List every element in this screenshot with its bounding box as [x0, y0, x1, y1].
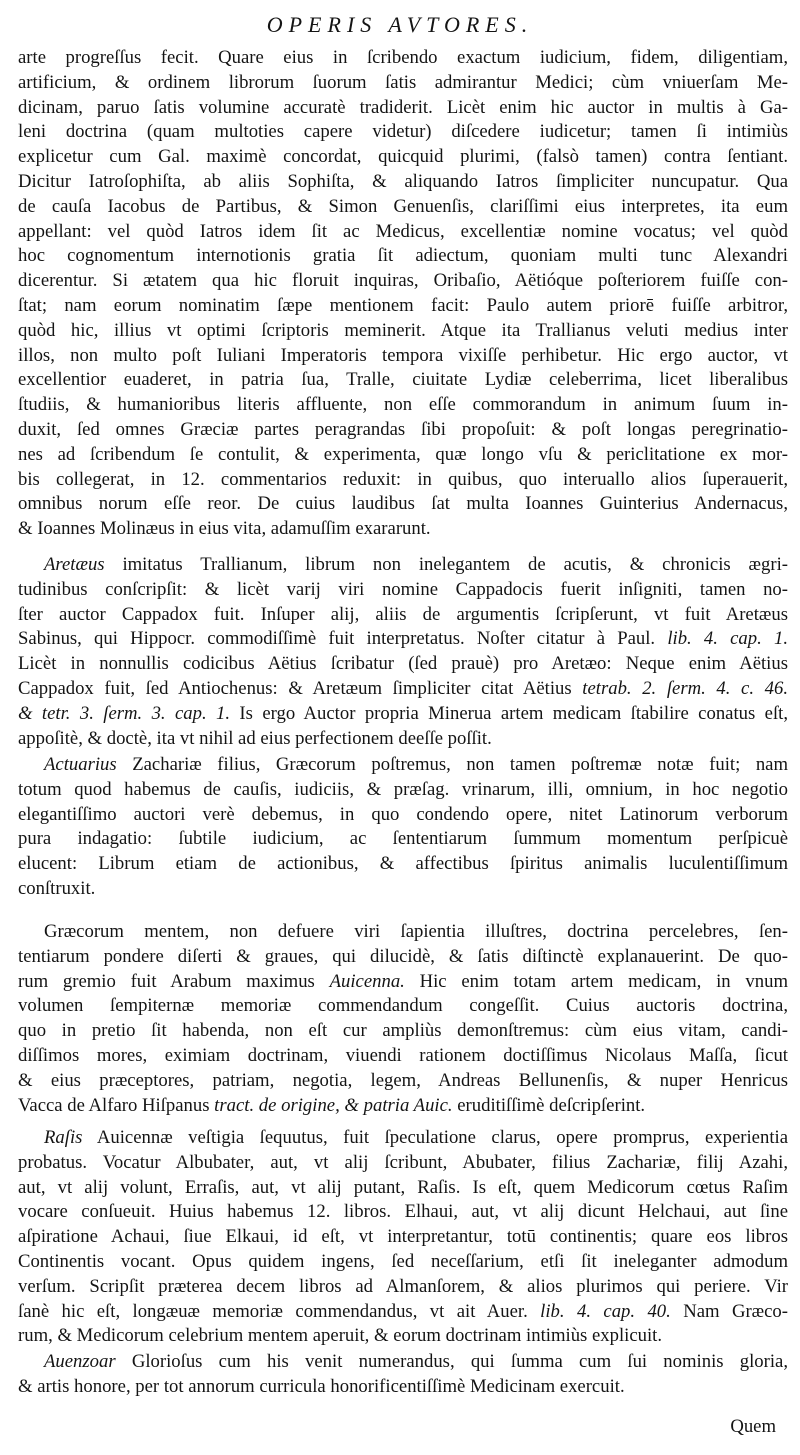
text-line	[18, 1275, 788, 1300]
text-run: appellant: vel quòd Iatros idem ſit ac Medicus, excellentiæ nomine vocatus; vel quòd	[18, 220, 788, 242]
text-run: & Ioannes Molinæus in eius vita, adamuſſim exararunt.	[18, 518, 431, 540]
text-run: pura indagatio: ſubtile iudicium, ac ſententiarum ſummum momentum perſpicuè	[18, 828, 788, 850]
text-line	[18, 1375, 788, 1400]
text-line	[18, 468, 788, 493]
text-run: ſter auctor Cappadox fuit. Inſuper alij, aliis de argumentis ſcripſerunt, vt fuit Aretæus	[18, 603, 788, 625]
paragraph-rasis	[18, 1126, 788, 1349]
text-run: quòd hic, illius vt optimi ſcriptoris meminerit. Atque ita Trallianus veluti medius inter	[18, 319, 788, 341]
text-run: de cauſa Iacobus de Partibus, & Simon Genuenſis, clariſſimi eius interpretes, ita eum	[18, 195, 788, 217]
italic-text: lib. 4. cap. 1.	[667, 628, 788, 650]
text-run: dicerentur. Si ætatem qua hic floruit inquiras, Oribaſio, Aëtióque poſteriorem fuiſſe con-	[18, 270, 788, 292]
text-run: volumen ſempiternæ memoriæ commendandum congeſſit. Cuius auctoris doctrina,	[18, 995, 788, 1017]
text-line	[18, 244, 788, 269]
text-line	[18, 170, 788, 195]
text-line	[18, 827, 788, 852]
text-run: hoc cognomentum internotionis gratia ſit adiectum, quoniam multi tunc Alexandri	[18, 245, 788, 267]
text-run: artificium, & ordinem librorum ſuorum ſatis admirantur Medici; cùm vniuerſam Me-	[18, 71, 788, 93]
text-line	[18, 71, 788, 96]
italic-text: Aretæus	[44, 554, 105, 575]
text-line	[18, 492, 788, 517]
text-line	[18, 1126, 788, 1151]
text-line	[18, 294, 788, 319]
italic-text: Auenzoar	[44, 1351, 116, 1372]
text-run: eruditiſſimè deſcripſerint.	[452, 1094, 646, 1116]
text-line	[18, 852, 788, 877]
text-run: aſpiratione Achaui, ſiue Elkaui, id eſt, vt interpretantur, totū continentis; quare eos libros	[18, 1226, 788, 1248]
italic-text: tract. de origine, & patria Auic.	[214, 1094, 453, 1116]
text-line	[18, 1176, 788, 1201]
text-run: Licèt in nonnullis codicibus Aëtius ſcribatur (ſed prauè) pro Aretæo: Neque enim Aëtius	[18, 653, 788, 675]
text-line	[18, 145, 788, 170]
text-line	[18, 1300, 788, 1325]
text-run: Hic enim totam artem medicam, in vnum	[404, 970, 788, 992]
text-line	[18, 920, 788, 945]
text-run: Zachariæ filius, Græcorum poſtremus, non tamen poſtremæ notæ fuit; nam	[116, 754, 788, 775]
running-head: OPERIS AVTORES.	[266, 12, 534, 37]
text-run: Nam Græco-	[670, 1300, 788, 1322]
text-line	[18, 393, 788, 418]
text-line	[18, 368, 788, 393]
text-run: & artis honore, per tot annorum curricula honorificentiſſimè Medicinam exercuit.	[18, 1375, 625, 1397]
paragraph-avenzoar	[18, 1350, 788, 1400]
text-run: excellentior euaderet, in patria ſua, Tralle, ciuitate Lydiæ celeberrima, licet liberalibus	[18, 369, 788, 391]
text-line	[18, 1324, 788, 1349]
text-line	[18, 778, 788, 803]
text-run: ſtudiis, & humanioribus literis affluente, non eſſe commorandum in animum ſuum in-	[18, 394, 788, 416]
text-line	[18, 877, 788, 902]
text-run: quo in pretio ſit habenda, non eſt cur ampliùs demonſtremus: cùm eius vitam, candi-	[18, 1020, 788, 1042]
paragraph-aretaeus	[18, 553, 788, 751]
text-run: imitatus Trallianum, librum non inelegantem de acutis, & chronicis ægri-	[104, 554, 788, 575]
paragraph-trallianus-cont	[18, 46, 788, 542]
text-run: Auicennæ veſtigia ſequutus, fuit ſpeculatione clarus, opere promprus, experientia	[82, 1127, 788, 1148]
text-line	[18, 553, 788, 578]
text-line	[18, 96, 788, 121]
text-line	[18, 319, 788, 344]
text-run: Dicitur Iatroſophiſta, ab aliis Sophiſta, & aliquando Iatros ſimpliciter nuncupatur. Qua	[18, 170, 788, 192]
italic-text: lib. 4. cap. 40.	[540, 1300, 671, 1322]
text-run: probatus. Vocatur Albubater, aut, vt alij ſcribunt, Abubater, filius Zachariæ, filij Azahi,	[18, 1151, 788, 1173]
text-run: ſtat; nam eorum nominatim ſæpe mentionem facit: Paulo autem priorē fuiſſe arbitror,	[18, 294, 788, 316]
text-run: elucent: Librum etiam de actionibus, & affectibus ſpiritus animalis luculentiſſimum	[18, 853, 788, 875]
text-run: tudinibus conſcripſit: & licèt varij viri nomine Cappadocis fuerit inſigniti, tamen no-	[18, 578, 788, 600]
text-run: dicinam, paruo ſatis volumine accuratè tradiderit. Licèt enim hic auctor in multis à Ga-	[18, 96, 788, 118]
text-run: Is ergo Auctor propria Minerua artem medicam ſtabilire conatus eſt,	[230, 702, 788, 724]
text-line	[18, 702, 788, 727]
italic-text: tetrab. 2. ſerm. 4. c. 46.	[582, 677, 788, 699]
text-line	[18, 1069, 788, 1094]
text-line	[18, 1250, 788, 1275]
text-line	[18, 195, 788, 220]
text-run: rum gremio fuit Arabum maximus	[18, 970, 330, 992]
text-line	[18, 517, 788, 542]
text-line	[18, 1094, 788, 1119]
text-run: arte progreſſus fecit. Quare eius in ſcribendo exactum iudicium, fidem, diligentiam,	[18, 47, 788, 68]
text-run: elegantiſſimo auctori verè debemus, in quo condendo opere, nitet Latinorum verborum	[18, 803, 788, 825]
text-run: ſanè hic eſt, longæuæ memoriæ commendandus, vt ait Auer.	[18, 1300, 541, 1322]
text-line	[18, 1151, 788, 1176]
text-run: duxit, ſed omnes Græciæ partes peragrandas ſibi propoſuit: & poſt longas peregrinatio-	[18, 418, 788, 440]
text-run: totum quod habemus de cauſis, iudiciis, & præſag. vrinarum, illi, omnium, in hoc negotio	[18, 778, 788, 800]
text-run: conſtruxit.	[18, 877, 96, 899]
text-run: Vacca de Alfaro Hiſpanus	[18, 1094, 215, 1116]
italic-text: Raſis	[44, 1127, 83, 1148]
paragraph-actuarius	[18, 753, 788, 902]
text-run: rum, & Medicorum celebrium mentem aperuit, & eorum doctrinam intimiùs explicuit.	[18, 1325, 663, 1347]
text-line	[18, 220, 788, 245]
text-run: Cappadox fuit, ſed Antiochenus: & Aretæum ſimpliciter citat Aëtius	[18, 677, 583, 699]
text-line	[18, 652, 788, 677]
text-run: & eius præceptores, patriam, negotia, legem, Andreas Bellunenſis, & nuper Henricus	[18, 1069, 788, 1091]
text-run: tentiarum pondere diſerti & graues, qui dilucidè, & ſatis diſtinctè explanauerint. De quo-	[18, 945, 788, 967]
text-line	[18, 1019, 788, 1044]
text-line	[18, 753, 788, 778]
text-line	[18, 443, 788, 468]
text-run: diſſimos mores, eximiam doctrinam, viuendi rationem doctiſſimus Nicolaus Maſſa, ſicut	[18, 1044, 788, 1066]
text-run: Continentis vocant. Opus quidem ingens, ſed neceſſarium, etſi ſit ineleganter admodum	[18, 1250, 788, 1272]
text-line	[18, 970, 788, 995]
text-run: appoſitè, & doctè, ita vt nihil ad eius perfectionem deeſſe poſſit.	[18, 727, 492, 749]
catchword: Quem	[730, 1416, 776, 1437]
text-run: aut, vt alij volunt, Erraſis, aut, vt alij putant, Raſis. Is eſt, quem Medicorum cœtus Raſim	[18, 1176, 788, 1198]
text-run: nes ad ſcribendum ſe contulit, & experimenta, quæ longo vſu & periclitatione ex mor-	[18, 443, 788, 465]
text-run: vocare conſueuit. Huius habemus 12. libros. Elhaui, aut, vt alij dicunt Helchaui, aut ſine	[18, 1201, 788, 1223]
italic-text: Auicenna.	[329, 970, 405, 992]
text-line	[18, 603, 788, 628]
text-run: bis collegerat, in 12. commentarios reduxit: in quibus, quo interuallo alios ſuperauerit,	[18, 468, 788, 490]
italic-text: & tetr. 3. ſerm. 3. cap. 1.	[18, 702, 231, 724]
text-line	[18, 269, 788, 294]
italic-text: Actuarius	[44, 754, 117, 775]
text-line	[18, 46, 788, 71]
text-run: explicetur cum Gal. maximè concordat, quicquid plurimi, (falsò tamen) contra ſentiant.	[18, 146, 788, 168]
text-line	[18, 1350, 788, 1375]
text-line	[18, 677, 788, 702]
text-line	[18, 727, 788, 752]
text-run: leni doctrina (quam multoties capere videtur) diſcedere iudicetur; tamen ſi intimiùs	[18, 121, 788, 143]
text-line	[18, 120, 788, 145]
text-line	[18, 344, 788, 369]
text-run: Sabinus, qui Hippocr. commodiſſimè fuit interpretatus. Noſter citatur à Paul.	[18, 628, 668, 650]
text-run: illos, non multo poſt Iuliani Imperatoris tempora vixiſſe perhibetur. Hic ergo auctor, vt	[18, 344, 788, 366]
text-run: omnibus norum eſſe reor. De cuius laudibus ſat multa Ioannes Guinterius Andernacus,	[18, 493, 788, 515]
text-line	[18, 627, 788, 652]
text-line	[18, 1200, 788, 1225]
text-run: Græcorum mentem, non defuere viri ſapientia illuſtres, doctrina percelebres, ſen-	[44, 921, 788, 942]
text-run: Glorioſus cum his venit numerandus, qui ſumma cum ſui nominis gloria,	[115, 1351, 788, 1372]
paragraph-avicenna	[18, 920, 788, 1118]
text-line	[18, 578, 788, 603]
text-line	[18, 994, 788, 1019]
text-line	[18, 1044, 788, 1069]
text-line	[18, 945, 788, 970]
text-line	[18, 418, 788, 443]
text-line	[18, 803, 788, 828]
text-run: verſum. Scripſit præterea decem libros ad Almanſorem, & alios plurimos qui periere. Vir	[18, 1275, 788, 1297]
text-line	[18, 1225, 788, 1250]
